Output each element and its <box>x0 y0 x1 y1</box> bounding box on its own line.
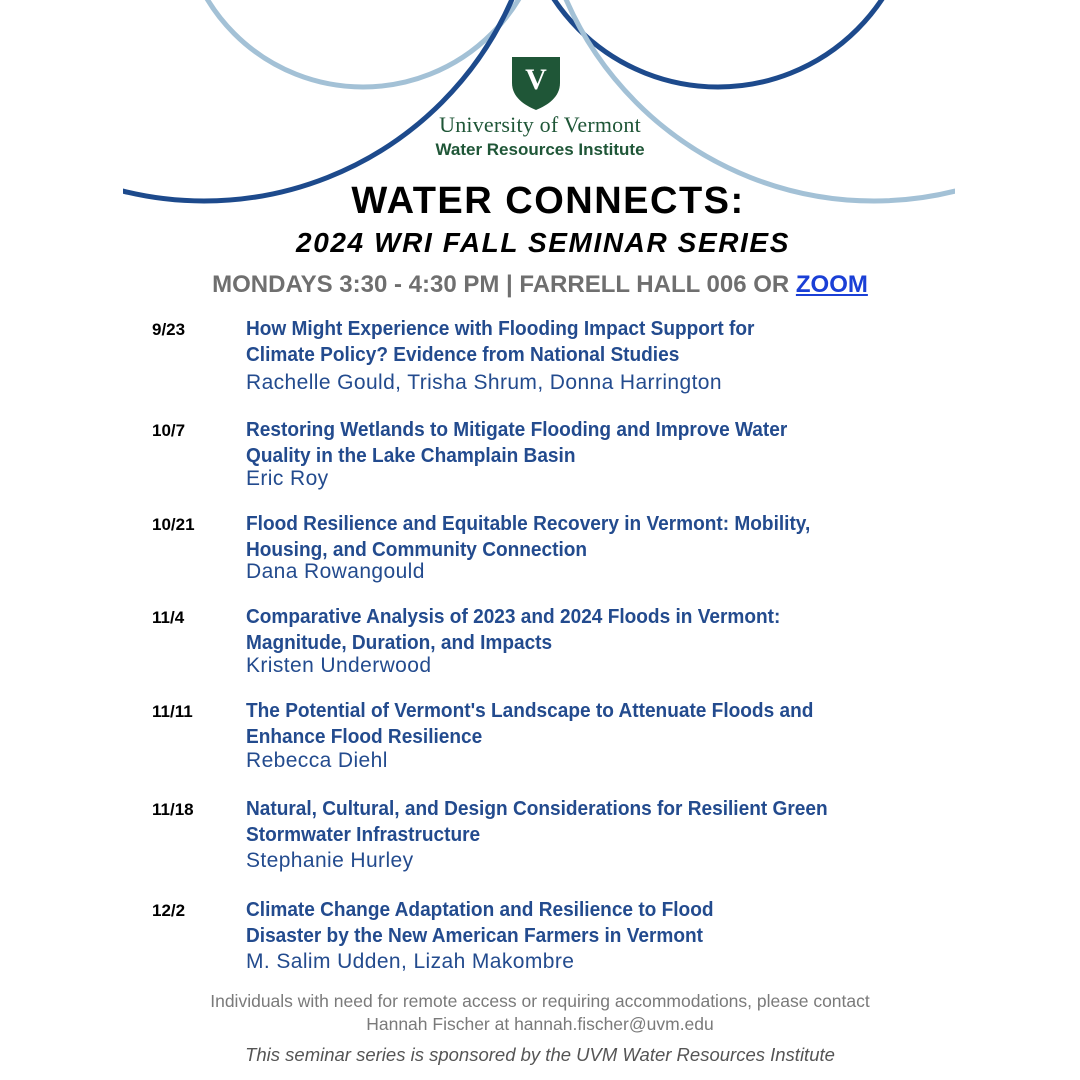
session-speakers: Eric Roy <box>246 467 329 490</box>
contact-line: Hannah Fischer at hannah.fischer@uvm.edu <box>366 1014 714 1034</box>
session-title-line: Stormwater Infrastructure <box>246 823 481 846</box>
page-title: WATER CONNECTS: <box>351 180 745 222</box>
session-speakers: Stephanie Hurley <box>246 849 414 872</box>
university-name: University of Vermont <box>439 112 641 137</box>
session-date: 11/11 <box>152 702 193 721</box>
session-title-line: Magnitude, Duration, and Impacts <box>246 631 553 654</box>
uvm-shield-icon <box>510 55 562 111</box>
session-date: 10/7 <box>152 421 186 440</box>
page-subtitle: 2024 WRI FALL SEMINAR SERIES <box>296 227 790 258</box>
session-title-line: Enhance Flood Resilience <box>246 725 483 748</box>
session-speakers: Dana Rowangould <box>246 560 425 583</box>
session-title-line: Climate Policy? Evidence from National Studies <box>246 343 680 366</box>
zoom-link[interactable]: ZOOM <box>795 271 868 298</box>
session-title-line: Comparative Analysis of 2023 and 2024 Floods in Vermont: <box>246 605 781 628</box>
session-title <box>246 796 897 848</box>
schedule-line <box>0 271 1080 299</box>
session-date: 9/23 <box>152 320 186 339</box>
session-title-line: Disaster by the New American Farmers in Vermont <box>246 924 704 947</box>
session-title <box>246 316 897 368</box>
session-speakers: Rebecca Diehl <box>246 749 388 772</box>
session-title <box>246 604 897 656</box>
session-title-line: Natural, Cultural, and Design Considerations for Resilient Green <box>246 797 828 820</box>
session-title-line: Housing, and Community Connection <box>246 538 588 561</box>
session-title-line: Quality in the Lake Champlain Basin <box>246 444 576 467</box>
session-title-line: Flood Resilience and Equitable Recovery in Vermont: Mobility, <box>246 512 811 535</box>
accessibility-line: Individuals with need for remote access or requiring accommodations, please contact <box>210 991 870 1011</box>
session-speakers: Kristen Underwood <box>246 654 432 677</box>
session-speakers: Rachelle Gould, Trisha Shrum, Donna Harrington <box>246 371 722 394</box>
ring-light-right <box>538 0 1080 201</box>
session-title <box>246 698 897 750</box>
session-title <box>246 897 897 949</box>
session-date: 10/21 <box>152 515 195 534</box>
sponsor-note: This seminar series is sponsored by the UVM Water Resources Institute <box>245 1044 835 1065</box>
session-date: 12/2 <box>152 901 186 920</box>
session-title-line: Climate Change Adaptation and Resilience to Flood <box>246 898 714 921</box>
schedule-text: MONDAYS 3:30 - 4:30 PM | FARRELL HALL 006 OR <box>212 271 790 298</box>
session-title <box>246 417 897 469</box>
shield-letter: V <box>525 63 547 96</box>
accessibility-note <box>0 990 1080 1036</box>
session-title-line: How Might Experience with Flooding Impact Support for <box>246 317 755 340</box>
ring-dark-right <box>521 0 915 87</box>
institute-name: Water Resources Institute <box>435 140 645 159</box>
ring-dark-left <box>0 0 540 201</box>
session-date: 11/18 <box>152 800 194 819</box>
session-title <box>246 511 897 563</box>
session-title-line: Restoring Wetlands to Mitigate Flooding and Improve Water <box>246 418 788 441</box>
session-speakers: M. Salim Udden, Lizah Makombre <box>246 950 575 973</box>
session-date: 11/4 <box>152 608 185 627</box>
session-title-line: The Potential of Vermont's Landscape to Attenuate Floods and <box>246 699 814 722</box>
